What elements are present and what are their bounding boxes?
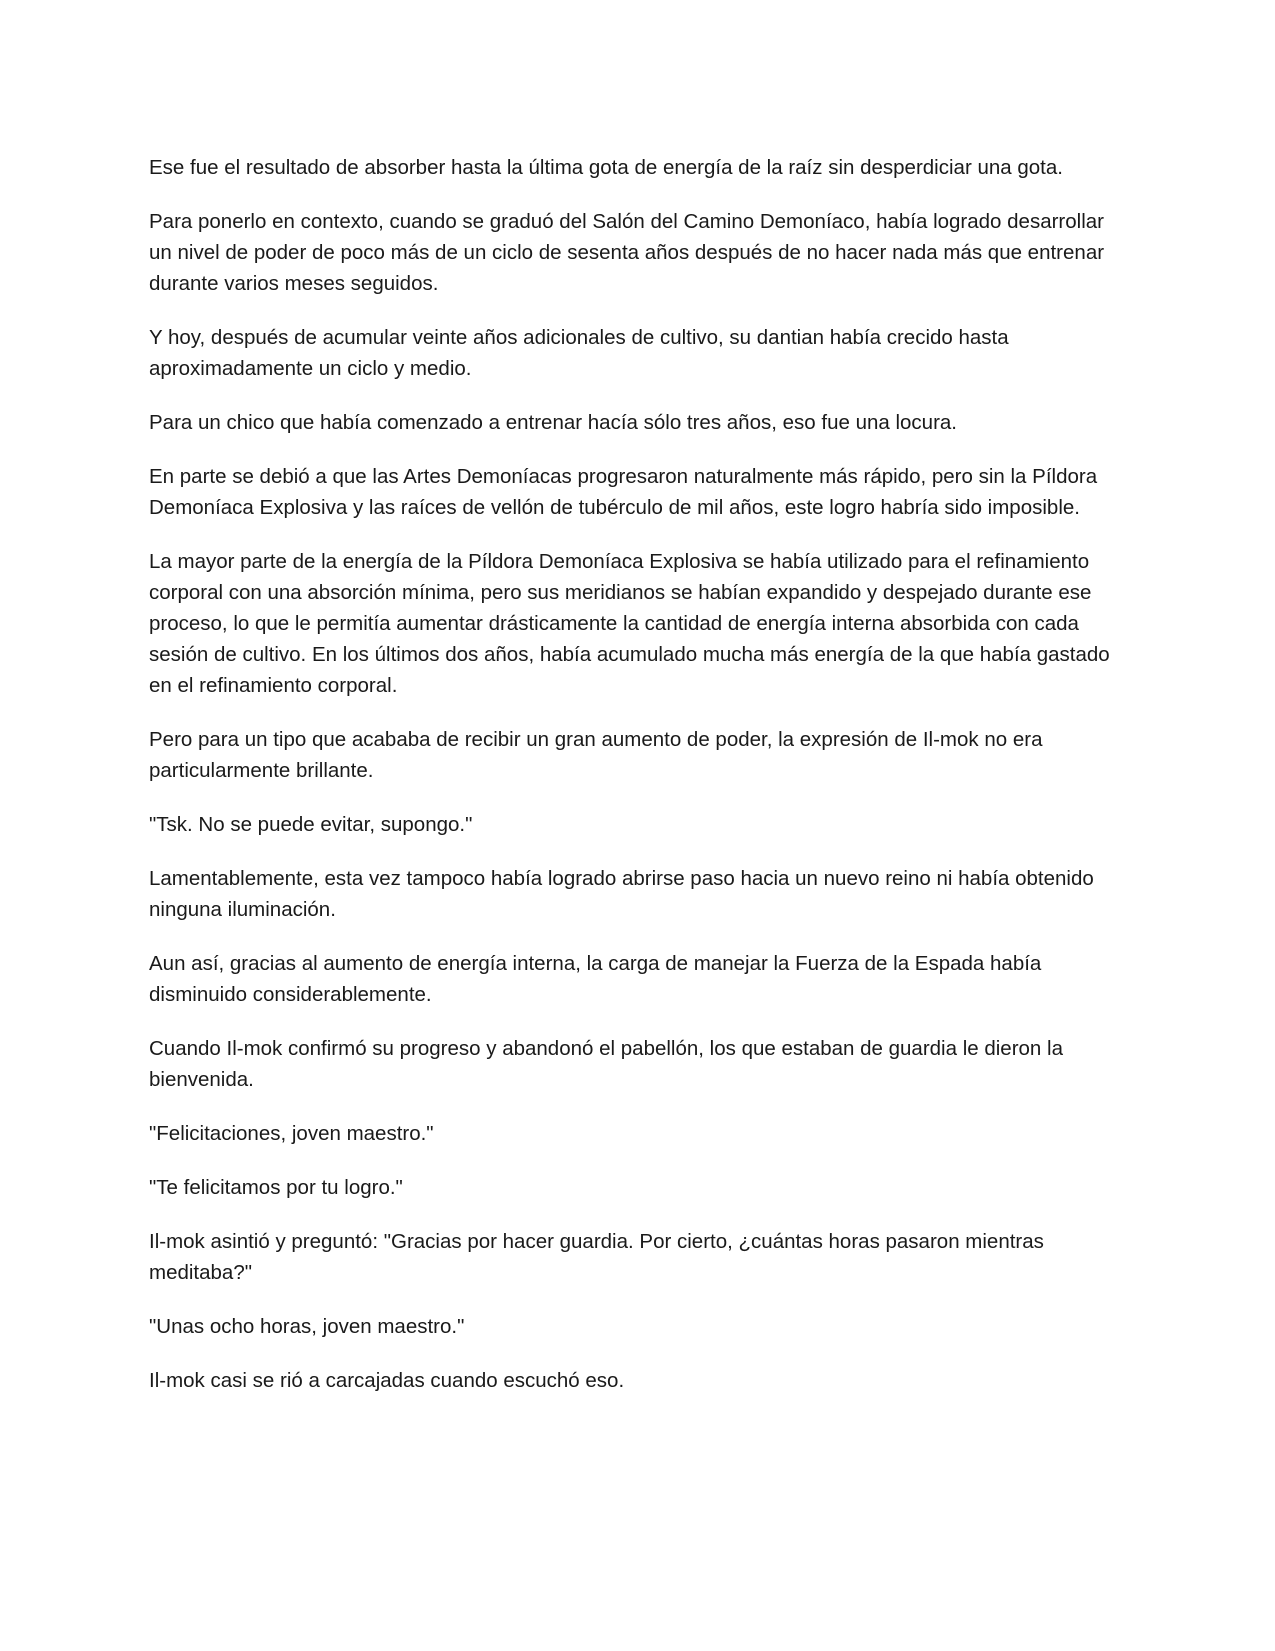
paragraph-6: La mayor parte de la energía de la Píldora Demoníaca Explosiva se había utilizado para el refinamiento corporal con una absorción mínima, pero sus meridianos se habían expandido y despejado durante ese proceso, lo que le permitía aumentar drásticamente la cantidad de energía interna absorbida con cada sesión de cultivo. En los últimos dos años, había acumulado mucha más energía de la que había gastado en el refinamiento corporal.	[149, 550, 1110, 697]
paragraph-10: Aun así, gracias al aumento de energía interna, la carga de manejar la Fuerza de la Espada había disminuido considerablemente.	[149, 952, 1042, 1006]
paragraph-1: Ese fue el resultado de absorber hasta la última gota de energía de la raíz sin desperdiciar una gota.	[149, 156, 1063, 179]
paragraph-9: Lamentablemente, esta vez tampoco había logrado abrirse paso hacia un nuevo reino ni había obtenido ninguna iluminación.	[149, 867, 1094, 921]
dialogue-1: "Tsk. No se puede evitar, supongo."	[149, 813, 473, 836]
paragraph-14: Il-mok asintió y preguntó: "Gracias por hacer guardia. Por cierto, ¿cuántas horas pasaron mientras meditaba?"	[149, 1230, 1044, 1284]
paragraph-7: Pero para un tipo que acababa de recibir un gran aumento de poder, la expresión de Il-mok no era particularmente brillante.	[149, 728, 1043, 782]
dialogue-4: "Unas ocho horas, joven maestro."	[149, 1315, 465, 1338]
paragraph-16: Il-mok casi se rió a carcajadas cuando escuchó eso.	[149, 1369, 625, 1392]
paragraph-4: Para un chico que había comenzado a entrenar hacía sólo tres años, eso fue una locura.	[149, 411, 957, 434]
paragraph-2: Para ponerlo en contexto, cuando se graduó del Salón del Camino Demoníaco, había logrado desarrollar un nivel de poder de poco más de un ciclo de sesenta años después de no hacer nada más que entrenar durante varios meses seguidos.	[149, 210, 1105, 295]
paragraph-5: En parte se debió a que las Artes Demoníacas progresaron naturalmente más rápido, pero sin la Píldora Demoníaca Explosiva y las raíces de vellón de tubérculo de mil años, este logro habría sido imposible.	[149, 465, 1098, 519]
dialogue-3: "Te felicitamos por tu logro."	[149, 1176, 403, 1199]
dialogue-2: "Felicitaciones, joven maestro."	[149, 1122, 434, 1145]
paragraph-11: Cuando Il-mok confirmó su progreso y abandonó el pabellón, los que estaban de guardia le dieron la bienvenida.	[149, 1037, 1063, 1091]
paragraph-3: Y hoy, después de acumular veinte años adicionales de cultivo, su dantian había crecido hasta aproximadamente un ciclo y medio.	[149, 326, 1009, 380]
document-body	[149, 152, 1124, 1419]
